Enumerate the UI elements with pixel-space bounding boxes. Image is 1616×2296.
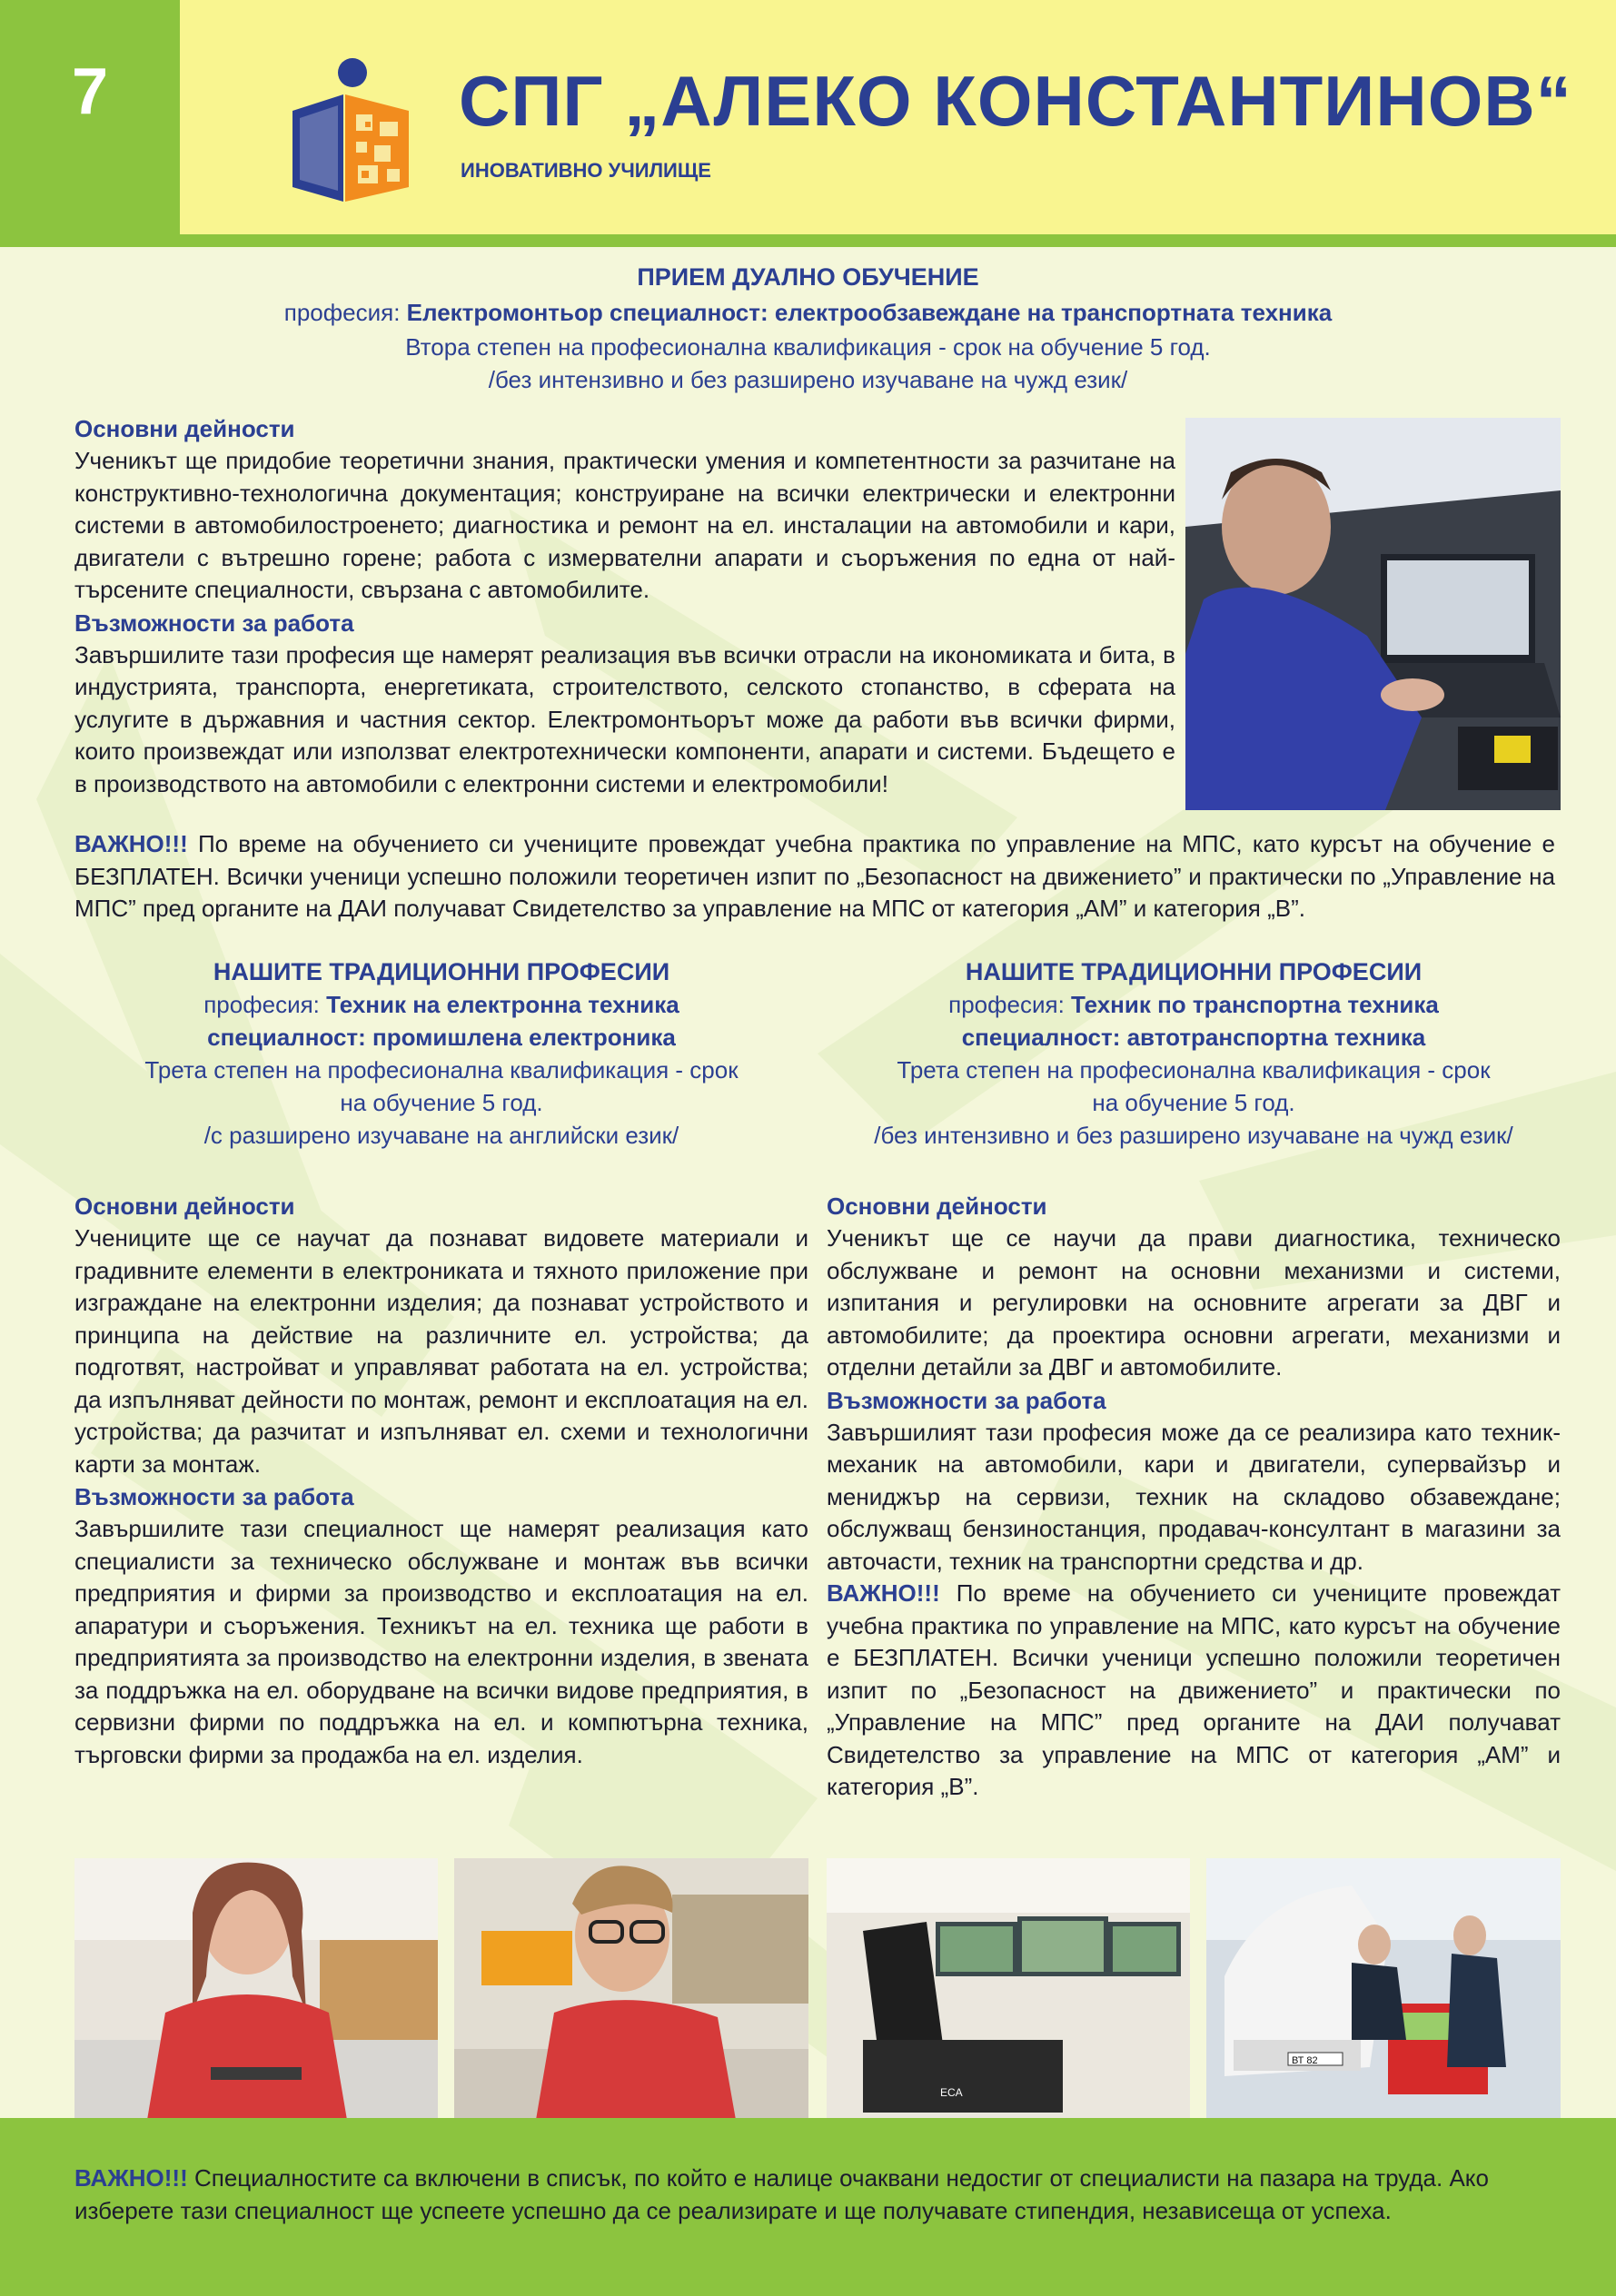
photo-student-laptop [1185, 418, 1561, 810]
dual-activities-text: Ученикът ще придобие теоретични знания, практически умения и компетентности за разчитане на конструктивно-технологична документация; конструиране на всички електрически и електронни системи в автомобилостроенето; диагностика и ремонт на ел. инсталации на автомобили и кари, двигатели с вътрешно горене; работа с измервателни апарати и съоръжения по една от най-търсените специалности, свързана с автомобилите. [74, 447, 1175, 603]
dual-title: ПРИЕМ ДУАЛНО ОБУЧЕНИЕ [637, 263, 979, 291]
right-important: ВАЖНО!!! По време на обучението си учениците провеждат учебна практика по управление на МПС, като курсът на обучение е БЕЗПЛАТЕН. Всички ученици успешно положили теоретичен изпит по „Безопасност на движението” и практически по „Управление на МПС” пред органите на ДАИ получават Свидетелство за управление на МПС от категория „АМ” и категория „В”. [827, 1579, 1561, 1800]
right-qualification: Трета степен на професионална квалификация - срок на обучение 5 год. [897, 1056, 1491, 1116]
right-specialty: специалност: автотранспортна техника [961, 1024, 1426, 1051]
photo-boy-soldering [454, 1858, 808, 2120]
dual-important-label: ВАЖНО!!! [74, 830, 198, 857]
dual-important-text: По време на обучението си учениците провеждат учебна практика по управление на МПС, като курсът на обучение е БЕЗПЛАТЕН. Всички ученици успешно положили теоретичен изпит по „Безопасност на движението” и практически по „Управление на МПС” пред органите на ДАИ получават Свидетелство за управление на МПС от категория „АМ” и категория „В”. [74, 830, 1555, 922]
left-activities-heading: Основни дейности [74, 1193, 295, 1220]
header-green-line [0, 234, 1616, 247]
right-activities-text: Ученикът ще се научи да прави диагностика, техническо обслужване и ремонт на основни механизми и системи, изпитания и регулировки на основните агрегати за ДВГ и автомобилите; да проектира основни агрегати, механизми и отделни детайли за ДВГ и автомобилите. [827, 1224, 1561, 1381]
left-language: /с разширено изучаване на английски език/ [203, 1122, 679, 1149]
footer-important-label: ВАЖНО!!! [74, 2164, 188, 2192]
left-qualification: Трета степен на професионална квалификация - срок на обучение 5 год. [144, 1056, 739, 1116]
left-column [74, 955, 808, 1771]
footer-important-text: Специалностите са включени в списък, по който е налице очаквани недостиг от специалисти на пазара на труда. Ако изберете тази специалност ще успеете успешно да се реализирате и ще получавате стипендия, независеща от успеха. [74, 2164, 1489, 2224]
dual-profession-line [0, 296, 1616, 329]
left-specialty: специалност: промишлена електроника [207, 1024, 676, 1051]
dual-jobs-text: Завършилите тази професия ще намерят реализация във всички отрасли на икономиката и бита, в индустрията, транспорта, енергетиката, строителството, селското стопанство, в сферата на услугите в държавния и частния сектор. Електромонтьорът може да работи във всички фирми, които произвеждат или използват електротехнически компоненти, апарати и системи. Бъдещето е в производството на автомобили с електронни системи и електромобили! [74, 640, 1175, 797]
photo-girl-soldering [74, 1858, 438, 2120]
right-jobs-text: Завършилият тази професия може да се реализира като техник-механик на автомобили, кари и двигатели, супервайзър и мениджър на сервизи, техник на складово обзавеждане; обслужващ бензиностанция, продавач-консултант в магазини за авточасти, техник на транспортни средства и др. [827, 1418, 1561, 1575]
dual-body [74, 412, 1175, 800]
license-plate-text: ВТ 82 [1292, 2055, 1318, 2066]
school-name: СПГ „АЛЕКО КОНСТАНТИНОВ“ [459, 61, 1572, 141]
dual-activities-heading: Основни дейности [74, 415, 295, 442]
dual-qualification: Втора степен на професионална квалификация - срок на обучение 5 год. [405, 333, 1211, 361]
dual-language: /без интензивно и без разширено изучаване на чужд език/ [488, 366, 1128, 393]
left-profession-line: професия: Техник на електронна техника [203, 991, 679, 1018]
dual-important [74, 828, 1555, 925]
photo-car-repair [1206, 1858, 1561, 2120]
left-activities-text: Учениците ще се научат да познават видовете материали и градивните елементи в електрониката и тяхното приложение при изграждане на електронни изделия; да познават устройството и принципа на действие на различните ел. устройства; да подготвят, настройват и управляват работата на ел. устройства; да изпълняват дейности по монтаж, ремонт и експлоатация на ел. устройства; да разчитат и изпълняват ел. схеми и технологични карти за монтаж. [74, 1224, 808, 1478]
left-jobs-heading: Възможности за работа [74, 1483, 354, 1510]
school-logo [292, 58, 429, 202]
right-activities-heading: Основни дейности [827, 1193, 1047, 1220]
footer-important [74, 2162, 1551, 2227]
left-title: НАШИТЕ ТРАДИЦИОННИ ПРОФЕСИИ [213, 958, 670, 985]
right-jobs-heading: Възможности за работа [827, 1386, 1106, 1414]
right-title: НАШИТЕ ТРАДИЦИОННИ ПРОФЕСИИ [965, 958, 1423, 985]
right-profession-line: професия: Техник по транспортна техника [948, 991, 1439, 1018]
dual-profession: Електромонтьор специалност: електрообзавеждане на транспортната техника [406, 299, 1333, 326]
school-tagline: ИНОВАТИВНО УЧИЛИЩЕ [461, 159, 711, 182]
right-column [827, 955, 1561, 1804]
sim-brand-text: ECA [940, 2086, 963, 2099]
right-language: /без интензивно и без разширено изучаване на чужд език/ [874, 1122, 1513, 1149]
left-jobs-text: Завършилите тази специалност ще намерят реализация като специалисти за техническо обслужване и монтаж във всички предприятия и фирми за производство и експлоатация на ел. апаратури и съоръжения. Техникът на ел. техника ще работи в предприятията за производство на електронни изделия, в звената за поддръжка на ел. оборудване на всички видове предприятия, в сервизни фирми по поддръжка на ел. и компютърна техника, търговски фирми за продажба на ел. изделия. [74, 1515, 808, 1768]
dual-profession-prefix: професия: [283, 299, 407, 326]
page-number-tab [0, 0, 180, 247]
photo-driving-simulator [827, 1858, 1190, 2120]
page-number: 7 [71, 55, 109, 128]
dual-jobs-heading: Възможности за работа [74, 609, 354, 637]
